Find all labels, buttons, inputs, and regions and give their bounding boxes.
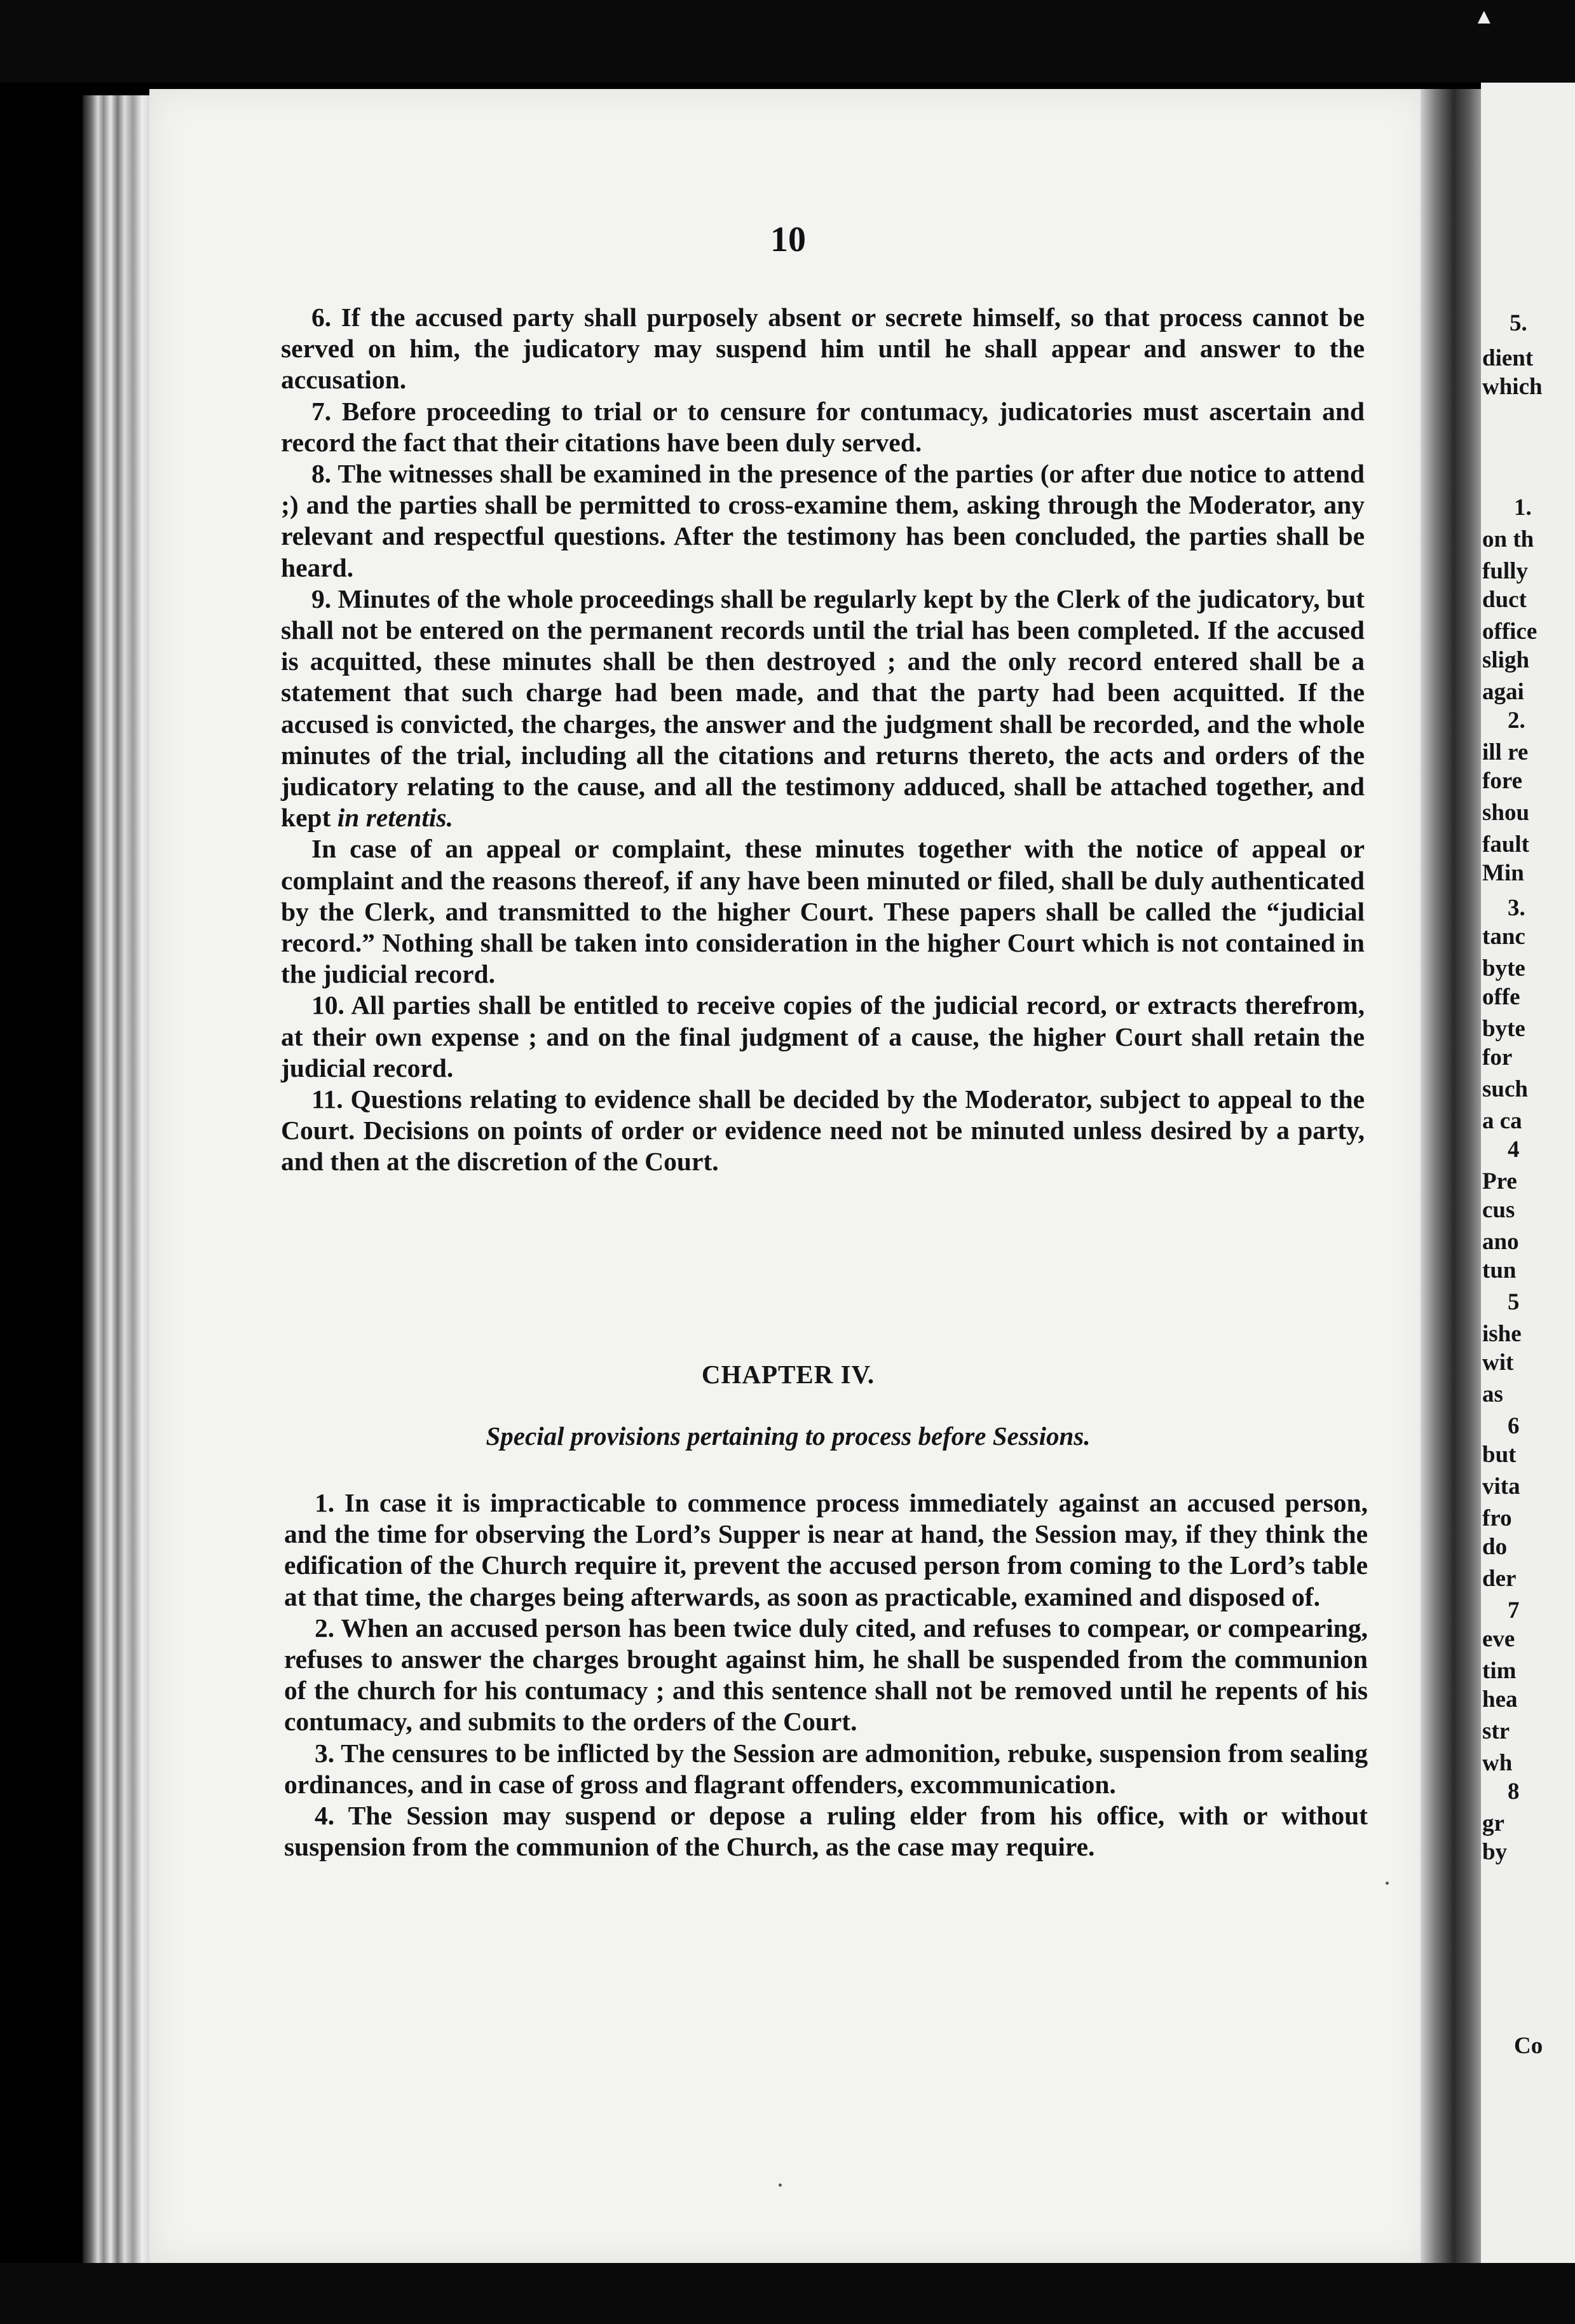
next-page-text-fragment: Co (1514, 2033, 1543, 2059)
paragraph: 1. In case it is impracticable to commence process immediately against an accused person, and the time for observing the Lord’s Supper is near at hand, the Session may, if they think the edification of the Church require it, prevent the accused person from coming to the Lord’s table at that time, the charges being afterwards, as soon as practicable, examined and disposed of. (284, 1488, 1368, 1611)
next-page-text-fragment: tanc (1482, 924, 1525, 950)
next-page-text-fragment: 2. (1508, 707, 1525, 734)
next-page-text-fragment: as (1482, 1381, 1503, 1407)
next-page-text-fragment: duct (1482, 587, 1527, 613)
next-page-text-fragment: fully (1482, 558, 1528, 584)
film-mark: ▲ (1473, 5, 1495, 29)
next-page-text-fragment: a ca (1482, 1108, 1522, 1134)
dust-speck (779, 2184, 782, 2187)
next-page-text-fragment: ano (1482, 1229, 1519, 1255)
next-page-text-fragment: vita (1482, 1473, 1520, 1500)
chapter-heading: CHAPTER IV. (701, 1360, 875, 1389)
next-page-text-fragment: office (1482, 619, 1538, 645)
next-page-text-fragment: on th (1482, 526, 1534, 552)
next-page-text-fragment: cus (1482, 1197, 1515, 1223)
next-page-text-fragment: 7 (1508, 1597, 1520, 1623)
next-page-text-fragment: which (1482, 374, 1543, 400)
next-page-text-fragment: str (1482, 1718, 1510, 1744)
paragraph: 6. If the accused party shall purposely absent or secrete himself, so that process cannot be served on him, the judicatory may suspend him until he shall appear and answer to the accusation. (281, 303, 1365, 395)
next-page-text-fragment: offe (1482, 984, 1520, 1010)
paragraph: 7. Before proceeding to trial or to censure for contumacy, judicatories must ascertain and record the fact that their citations have been duly served. (281, 396, 1365, 457)
paragraph: In case of an appeal or complaint, these minutes together with the notice of appeal or complaint and the reasons thereof, if any have been minuted or filed, shall be duly authenticated by the Clerk, and transmitted to the higher Court. These papers shall be called the “judicial record.” Nothing shall be taken into consideration in the higher Court which is not contained in the judicial record. (281, 834, 1365, 989)
next-page-text-fragment: such (1482, 1076, 1528, 1102)
next-page-text-fragment: dient (1482, 345, 1534, 371)
next-page-text-fragment: fault (1482, 831, 1529, 858)
microfilm-frame-bottom (0, 2263, 1575, 2324)
body-text-top (281, 302, 1365, 1178)
next-page-text-fragment: der (1482, 1566, 1517, 1592)
next-page-text-fragment: 8 (1508, 1779, 1520, 1805)
next-page-text-fragment: tim (1482, 1658, 1517, 1684)
next-page-text-fragment: ishe (1482, 1321, 1522, 1347)
page-edges-left (83, 95, 153, 2263)
next-page-text-fragment: tun (1482, 1257, 1517, 1283)
paragraph: 11. Questions relating to evidence shall be decided by the Moderator, subject to appeal to the Court. Decisions on points of order or evidence need not be minuted unless desired by a party, and then at the discretion of the Court. (281, 1084, 1365, 1177)
next-page-text-fragment: 1. (1514, 495, 1532, 521)
next-page-text-fragment: byte (1482, 955, 1525, 981)
next-page-text-fragment: for (1482, 1044, 1513, 1070)
paragraph: 2. When an accused person has been twice duly cited, and refuses to compear, or compearing, refuses to answer the charges brought against him, he shall be suspended from the communion of the church for his contumacy ; and this sentence shall not be removed until he repents of his contumacy, and submits to the orders of the Court. (284, 1613, 1368, 1737)
next-page-text-fragment: 3. (1508, 895, 1525, 921)
next-page-text-fragment: wh (1482, 1750, 1513, 1776)
next-page-text-fragment: do (1482, 1534, 1508, 1560)
italic-phrase: in retentis. (337, 803, 453, 833)
next-page-text-fragment: fro (1482, 1505, 1512, 1531)
next-page-text-fragment: 5. (1510, 310, 1527, 336)
paragraph: 8. The witnesses shall be examined in the presence of the parties (or after due notice to attend ;) and the parties shall be permitted to cross-examine them, asking through the Moderator, any relevant and respectful questions. After the testimony has been concluded, the parties shall be heard. (281, 459, 1365, 582)
next-page-sliver (1481, 83, 1575, 2263)
binding-gutter (1421, 89, 1481, 2263)
chapter-subtitle: Special provisions pertaining to process before Sessions. (486, 1421, 1091, 1451)
dust-speck (1386, 1882, 1389, 1885)
next-page-text-fragment: agai (1482, 679, 1524, 705)
next-page-text-fragment: 5 (1508, 1289, 1520, 1315)
next-page-text-fragment: byte (1482, 1016, 1525, 1042)
microfilm-frame-top (0, 0, 1575, 83)
next-page-text-fragment: shou (1482, 800, 1530, 826)
paragraph-text: 9. Minutes of the whole proceedings shall be regularly kept by the Clerk of the judicatory, but shall not be entered on the permanent records until the trial has been completed. If the accused is acquitted, these minutes shall be then destroyed ; and the only record entered shall be a statement that such charge had been made, and that the party had been acquitted. If the accused is convicted, the charges, the answer and the judgment shall be recorded, and the whole minutes of the trial, including all the citations and returns thereto, the acts and orders of the judicatory relating to the cause, and all the testimony adduced, shall be attached together, and kept (281, 584, 1365, 833)
next-page-text-fragment: wit (1482, 1350, 1514, 1376)
next-page-text-fragment: 6 (1508, 1413, 1520, 1439)
next-page-text-fragment: hea (1482, 1686, 1518, 1712)
next-page-text-fragment: sligh (1482, 647, 1530, 673)
next-page-text-fragment: Pre (1482, 1168, 1517, 1194)
page-number: 10 (770, 220, 806, 259)
next-page-text-fragment: eve (1482, 1626, 1515, 1652)
next-page-text-fragment: gr (1482, 1810, 1504, 1836)
body-text-chapter (284, 1487, 1368, 1863)
next-page-text-fragment: fore (1482, 768, 1522, 794)
next-page-text-fragment: by (1482, 1839, 1508, 1865)
next-page-text-fragment: 4 (1508, 1137, 1520, 1163)
paragraph: 4. The Session may suspend or depose a ruling elder from his office, with or without suspension from the communion of the Church, as the case may require. (284, 1801, 1368, 1862)
paragraph: 3. The censures to be inflicted by the Session are admonition, rebuke, suspension from sealing ordinances, and in case of gross and flagrant offenders, excommunication. (284, 1738, 1368, 1799)
next-page-text-fragment: ill re (1482, 739, 1529, 765)
paragraph: 10. All parties shall be entitled to receive copies of the judicial record, or extracts therefrom, at their own expense ; and on the final judgment of a cause, the higher Court shall retain the judicial record. (281, 990, 1365, 1083)
paragraph (281, 584, 1365, 834)
next-page-text-fragment: but (1482, 1442, 1517, 1468)
next-page-text-fragment: Min (1482, 860, 1524, 886)
